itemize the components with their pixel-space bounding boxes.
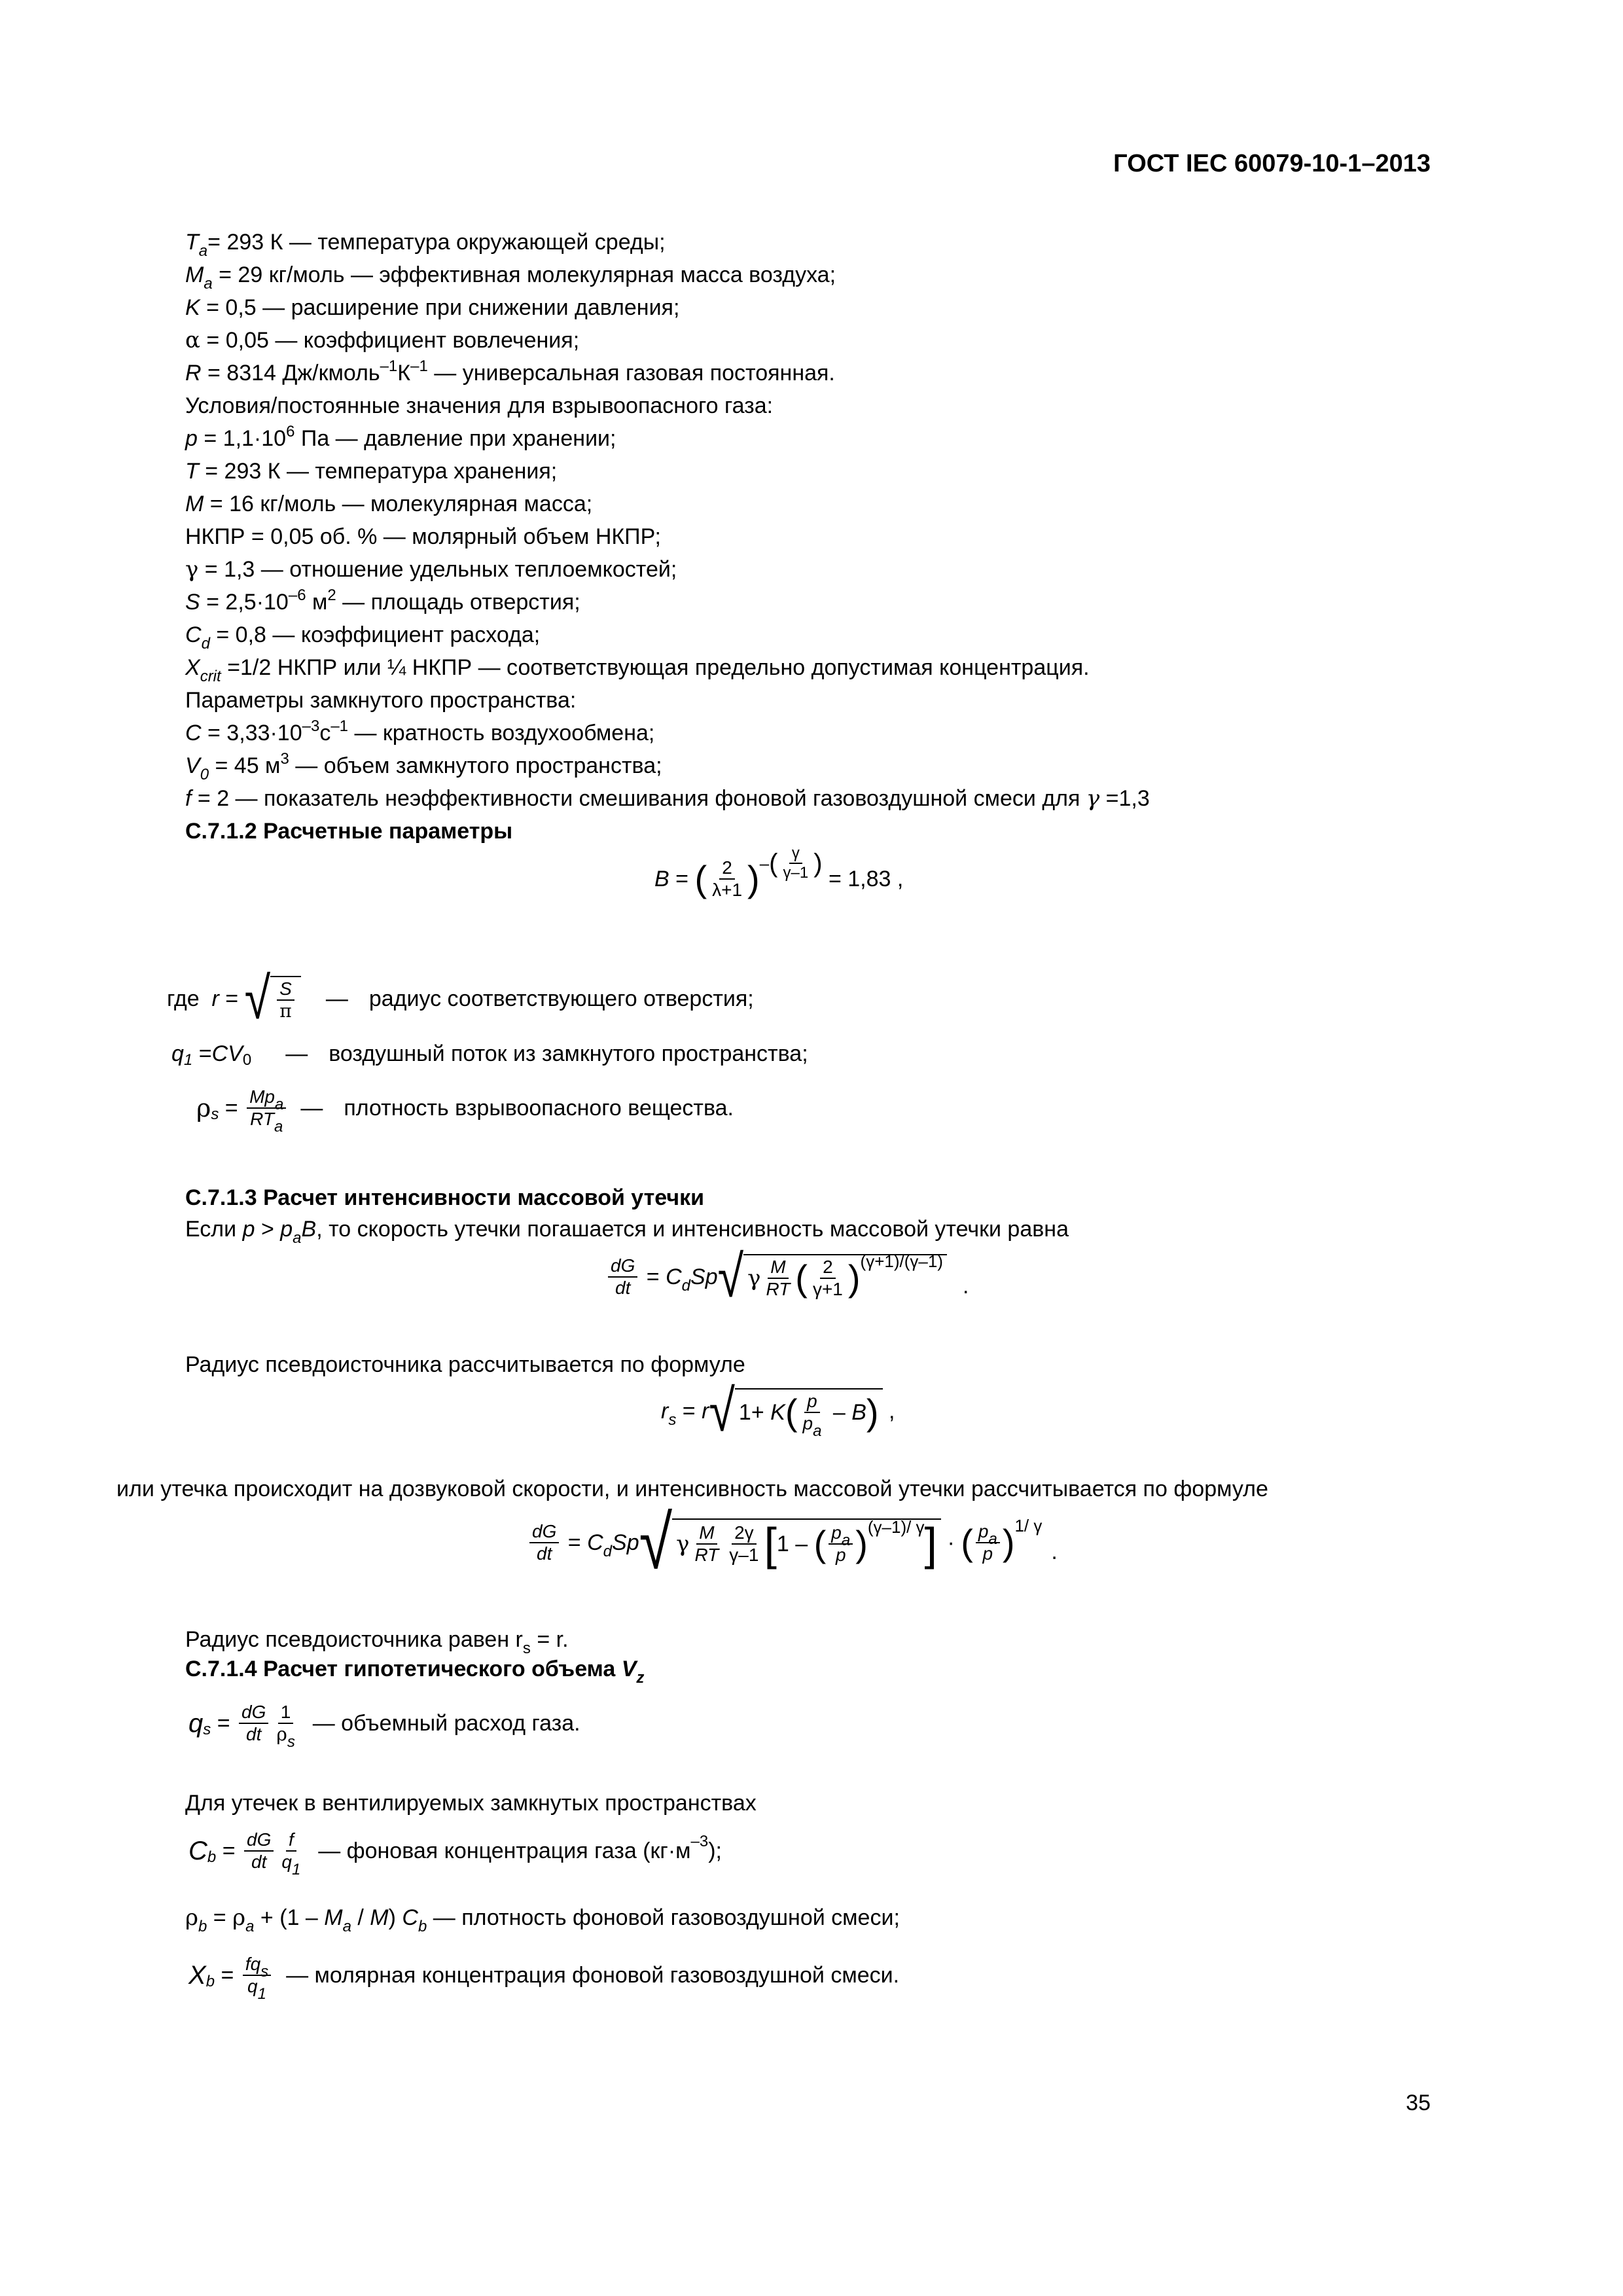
formula-dgdt-subsonic: $\frac{dG}{dt}$ = $C_dSp$ √ γ $\frac{M}{RT}$ $\frac{2\gamma}{\gamma-1}$ [ 1 – ( $\frac{p_a}{p}$ ) (γ–1)/ γ ] · ( $\frac{p_a}{p}$ ) 1/ γ . (527, 1518, 1058, 1567)
param-ma: $M_a = 29$ кг/моль — эффективная молекулярная масса воздуха; (185, 262, 836, 293)
where-q1: q $_1$ = CV $_0$ — воздушный поток из замкнутого пространства; (171, 1041, 808, 1069)
formula-dgdt-choked: $\frac{dG}{dt}$ = $C_dSp$ √ γ $\frac{M}{RT}$ ( $\frac{2}{\gamma+1}$ ) (γ+1)/(γ–1) . (605, 1253, 969, 1300)
c713-condition: Если $p > p_aB$, то скорость утечки погашается и интенсивность массовой утечки равна (185, 1217, 1069, 1247)
param-gamma: γ = 1,3 — отношение удельных теплоемкостей; (185, 556, 677, 583)
gas-heading: Условия/постоянные значения для взрывоопасного газа: (185, 393, 774, 418)
radius-equal-text: Радиус псевдоисточника равен $r_s = r$. (185, 1627, 569, 1657)
where-rho: ρ $_s$ = $\frac{Mp_a}{RT_a}$ — плотность взрывоопасного вещества. (196, 1086, 734, 1136)
formula-rs: $r_s$ = r √ 1+ K ( $\frac{p}{p_a}$ – B ) , (661, 1378, 895, 1444)
param-k: K = 0,5 — расширение при снижении давления; (185, 295, 680, 320)
formula-qs: q $_s$ = $\frac{dG}{dt}$ $\frac{1}{\rho_s}$ — объемный расход газа. (188, 1702, 580, 1751)
radius-text: Радиус псевдоисточника рассчитывается по формуле (185, 1352, 745, 1377)
param-alpha: α = 0,05 — коэффициент вовлечения; (185, 327, 580, 353)
param-nkpr: НКПР = 0,05 об. % — молярный объем НКПР; (185, 524, 661, 549)
b-value: 1,83 (847, 867, 891, 891)
document-code: ГОСТ IEC 60079-10-1–2013 (1113, 150, 1431, 177)
param-cd: $C_d = 0,8$ — коэффициент расхода; (185, 622, 541, 653)
where-r: где r = √ $\frac{S}{\pi}$ — радиус соответствующего отверстия; (167, 966, 754, 1031)
param-m: M = 16 кг/моль — молекулярная масса; (185, 492, 593, 516)
section-c712-title: С.7.1.2 Расчетные параметры (185, 819, 513, 844)
vent-text: Для утечек в вентилируемых замкнутых пространствах (185, 1791, 757, 1816)
section-c714-title: С.7.1.4 Расчет гипотетического объема $V_z$ (185, 1657, 645, 1687)
param-p: $p = 1,1\cdot 10^6$ Па — давление при хранении; (185, 423, 616, 451)
subsonic-text: или утечка происходит на дозвуковой скорости, и интенсивность массовой утечки рассчитывается по формуле (116, 1477, 1268, 1501)
param-v0: $V_0 = 45$ $м^3$ — объем замкнутого пространства; (185, 750, 662, 783)
param-xcrit: $X_{crit} =1/2$ НКПР или ¼ НКПР — соответствующая предельно допустимая концентрация. (185, 655, 1090, 685)
formula-cb: C $_b$ = $\frac{dG}{dt}$ $\frac{f}{q_1}$ — фоновая концентрация газа (кг·м $^{-3}$ ); (188, 1829, 722, 1878)
param-f: f = 2 — показатель неэффективности смешивания фоновой газовоздушной смеси для γ =1,3 (185, 785, 1150, 812)
space-heading: Параметры замкнутого пространства: (185, 688, 577, 713)
formula-rhob: $\rho_b = \rho_a + (1 - M_a / M)$ $C_b$ — плотность фоновой газовоздушной смеси; (185, 1905, 900, 1935)
section-c713-title: С.7.1.3 Расчет интенсивности массовой утечки (185, 1185, 705, 1210)
param-c: $C = 3,33\cdot 10^{-3}с^{-1}$ — кратность воздухообмена; (185, 717, 655, 745)
param-t: T = 293 К — температура хранения; (185, 459, 558, 484)
param-ta: $T_a= 293$ К — температура окружающей среды; (185, 230, 666, 260)
formula-xb: X $_b$ = $\frac{fq_s}{q_1}$ — молярная концентрация фоновой газовоздушной смеси. (188, 1954, 900, 2003)
formula-b: B = ( $\frac{2}{\lambda+1}$ ) – ( $\frac{\gamma}{\gamma-1}$ ) = 1,83 , (654, 844, 904, 900)
page-number: 35 (1406, 2090, 1431, 2115)
param-r: R = 8314 $Дж/кмоль^{-1}К^{-1}$ — универсальная газовая постоянная. (185, 357, 835, 386)
param-s: $S = 2,5\cdot 10^{-6}$ $м^2$ — площадь отверстия; (185, 586, 580, 615)
